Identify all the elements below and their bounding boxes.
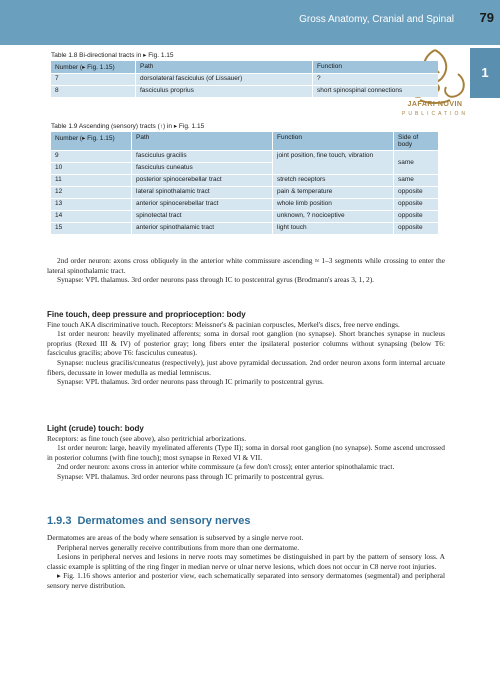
- subheading: Light (crude) touch: body: [47, 424, 144, 433]
- table-cell: 8: [51, 86, 136, 98]
- table-row: [51, 74, 438, 86]
- table-row: [51, 86, 438, 98]
- body-text-block: [47, 424, 445, 482]
- table-cell: 12: [51, 187, 132, 199]
- column-header: Path: [136, 61, 313, 74]
- paragraph: 2nd order neuron: axons cross in anterior white commissure (a few don't cross); enter anterior spinothalamic tract.: [57, 462, 395, 472]
- table-cell: fasciculus cuneatus: [132, 163, 273, 175]
- table-cell: stretch receptors: [273, 175, 394, 187]
- section-title: Dermatomes and sensory nerves: [77, 515, 251, 527]
- table-row: [51, 175, 438, 187]
- paragraph: Synapse: VPL thalamus. 3rd order neurons pass through IC primarily to postcentral gyrus.: [57, 377, 324, 387]
- body-text-block: [47, 256, 445, 285]
- table-cell: ?: [313, 74, 439, 86]
- table-cell: opposite: [394, 223, 439, 235]
- table-cell: spinotectal tract: [132, 211, 273, 223]
- paragraph: Peripheral nerves generally receive contributions from more than one dermatome.: [57, 542, 300, 552]
- table-1-8: [51, 61, 438, 97]
- paragraph: Synapse: VPL thalamus. 3rd order neurons pass through IC primarily to postcentral gyrus.: [57, 471, 324, 481]
- table-cell: light touch: [273, 223, 394, 235]
- paragraph: Fine touch AKA discriminative touch. Receptors: Meissner's & pacinian corpuscles, Merkel's discs, free nerve endings.: [47, 319, 400, 329]
- table-cell: same: [394, 151, 439, 175]
- publisher-logo-brand: JAFARI NOVIN: [407, 101, 463, 108]
- running-title: Gross Anatomy, Cranial and Spinal: [299, 14, 454, 25]
- table-cell: 7: [51, 74, 136, 86]
- paragraph: Receptors: as fine touch (see above), also peritrichial arborizations.: [47, 433, 247, 443]
- column-header: Function: [313, 61, 439, 74]
- table-cell: 9: [51, 151, 132, 163]
- column-header: Path: [132, 132, 273, 151]
- table-cell: unknown, ? nociceptive: [273, 211, 394, 223]
- table-row: [51, 151, 438, 163]
- table-1-9: [51, 132, 438, 234]
- table-cell: pain & temperature: [273, 187, 394, 199]
- column-header: Side of body: [394, 132, 439, 151]
- table-1-8-caption: Table 1.8 Bi-directional tracts in ▸ Fig. 1.15: [51, 52, 174, 59]
- table-cell: same: [394, 175, 439, 187]
- paragraph: Synapse: VPL thalamus. 3rd order neurons pass through IC to postcentral gyrus (Brodmann's areas 3, 1, 2).: [57, 275, 375, 285]
- table-cell: lateral spinothalamic tract: [132, 187, 273, 199]
- table-cell: 14: [51, 211, 132, 223]
- table-header-row: [51, 61, 438, 74]
- table-row: [51, 211, 438, 223]
- table-cell: posterior spinocerebellar tract: [132, 175, 273, 187]
- table-header-row: [51, 132, 438, 151]
- table-cell: opposite: [394, 199, 439, 211]
- table-cell: anterior spinothalamic tract: [132, 223, 273, 235]
- paragraph: Lesions in peripheral nerves and lesions in nerve roots may sometimes be distinguished in part by the pattern of sensory loss. A classic example is splitting of the ring finger in median nerve or ulnar nerve lesions, which does not occur in C8 nerve root injuries.: [47, 552, 445, 571]
- table-cell: 11: [51, 175, 132, 187]
- paragraph: ▸ Fig. 1.16 shows anterior and posterior view, each schematically separated into sensory dermatomes (segmental) and peripheral sensory nerve distribution.: [47, 571, 445, 590]
- body-text-block: [47, 310, 445, 387]
- table-cell: 15: [51, 223, 132, 235]
- table-cell: joint position, fine touch, vibration: [273, 151, 394, 175]
- subheading: Fine touch, deep pressure and proprioception: body: [47, 310, 246, 319]
- paragraph: Synapse: nucleus gracilis/cuneatus (respectively), just above pyramidal decussation. 2nd order neuron axons form internal arcuate fibers, decussate in lower medulla as medial lemniscus.: [47, 357, 445, 377]
- table-cell: fasciculus proprius: [136, 86, 313, 98]
- publisher-logo-sub: PUBLICATION: [402, 111, 468, 117]
- table-row: [51, 187, 438, 199]
- table-cell: short spinospinal connections: [313, 86, 439, 98]
- table-cell: fasciculus gracilis: [132, 151, 273, 163]
- section-heading: [47, 515, 257, 527]
- paragraph: 2nd order neuron: axons cross obliquely in the anterior white commissure ascending ≈ 1–3 segments while crossing to enter the lateral spinothalamic tract.: [47, 256, 445, 275]
- table-cell: dorsolateral fasciculus (of Lissauer): [136, 74, 313, 86]
- table-cell: opposite: [394, 211, 439, 223]
- table-cell: 10: [51, 163, 132, 175]
- column-header: Number (▸ Fig. 1.15): [51, 61, 136, 74]
- page-number: 79: [479, 10, 494, 25]
- chapter-tab: 1: [470, 48, 500, 98]
- table-cell: anterior spinocerebellar tract: [132, 199, 273, 211]
- paragraph: 1st order neuron: heavily myelinated afferents; soma in dorsal root ganglion (no synapse). Short branches synapse in nucleus proprius (Rexed III & IV) of posterior gray; long fibers enter the ipsilateral posterior columns without synapsing (below T6: fasciculus gracilis; above T6: fasciculus cuneatus).: [47, 329, 445, 358]
- paragraph: Dermatomes are areas of the body where sensation is subserved by a single nerve root.: [47, 533, 304, 542]
- table-row: [51, 223, 438, 235]
- paragraph: 1st order neuron: large, heavily myelinated afferents (Type II); soma in dorsal root ganglion (no synapse). Some ascend uncrossed in posterior columns (with fine touch); most synapse in Rexed VI & VII.: [47, 443, 445, 462]
- table-1-9-caption: Table 1.9 Ascending (sensory) tracts (↑) in ▸ Fig. 1.15: [51, 123, 205, 130]
- section-number: 1.9.3: [47, 515, 72, 527]
- running-header: [0, 0, 500, 45]
- body-text-block: [47, 533, 445, 591]
- table-cell: opposite: [394, 187, 439, 199]
- table-cell: whole limb position: [273, 199, 394, 211]
- table-cell: 13: [51, 199, 132, 211]
- table-row: [51, 199, 438, 211]
- column-header: Number (▸ Fig. 1.15): [51, 132, 132, 151]
- column-header: Function: [273, 132, 394, 151]
